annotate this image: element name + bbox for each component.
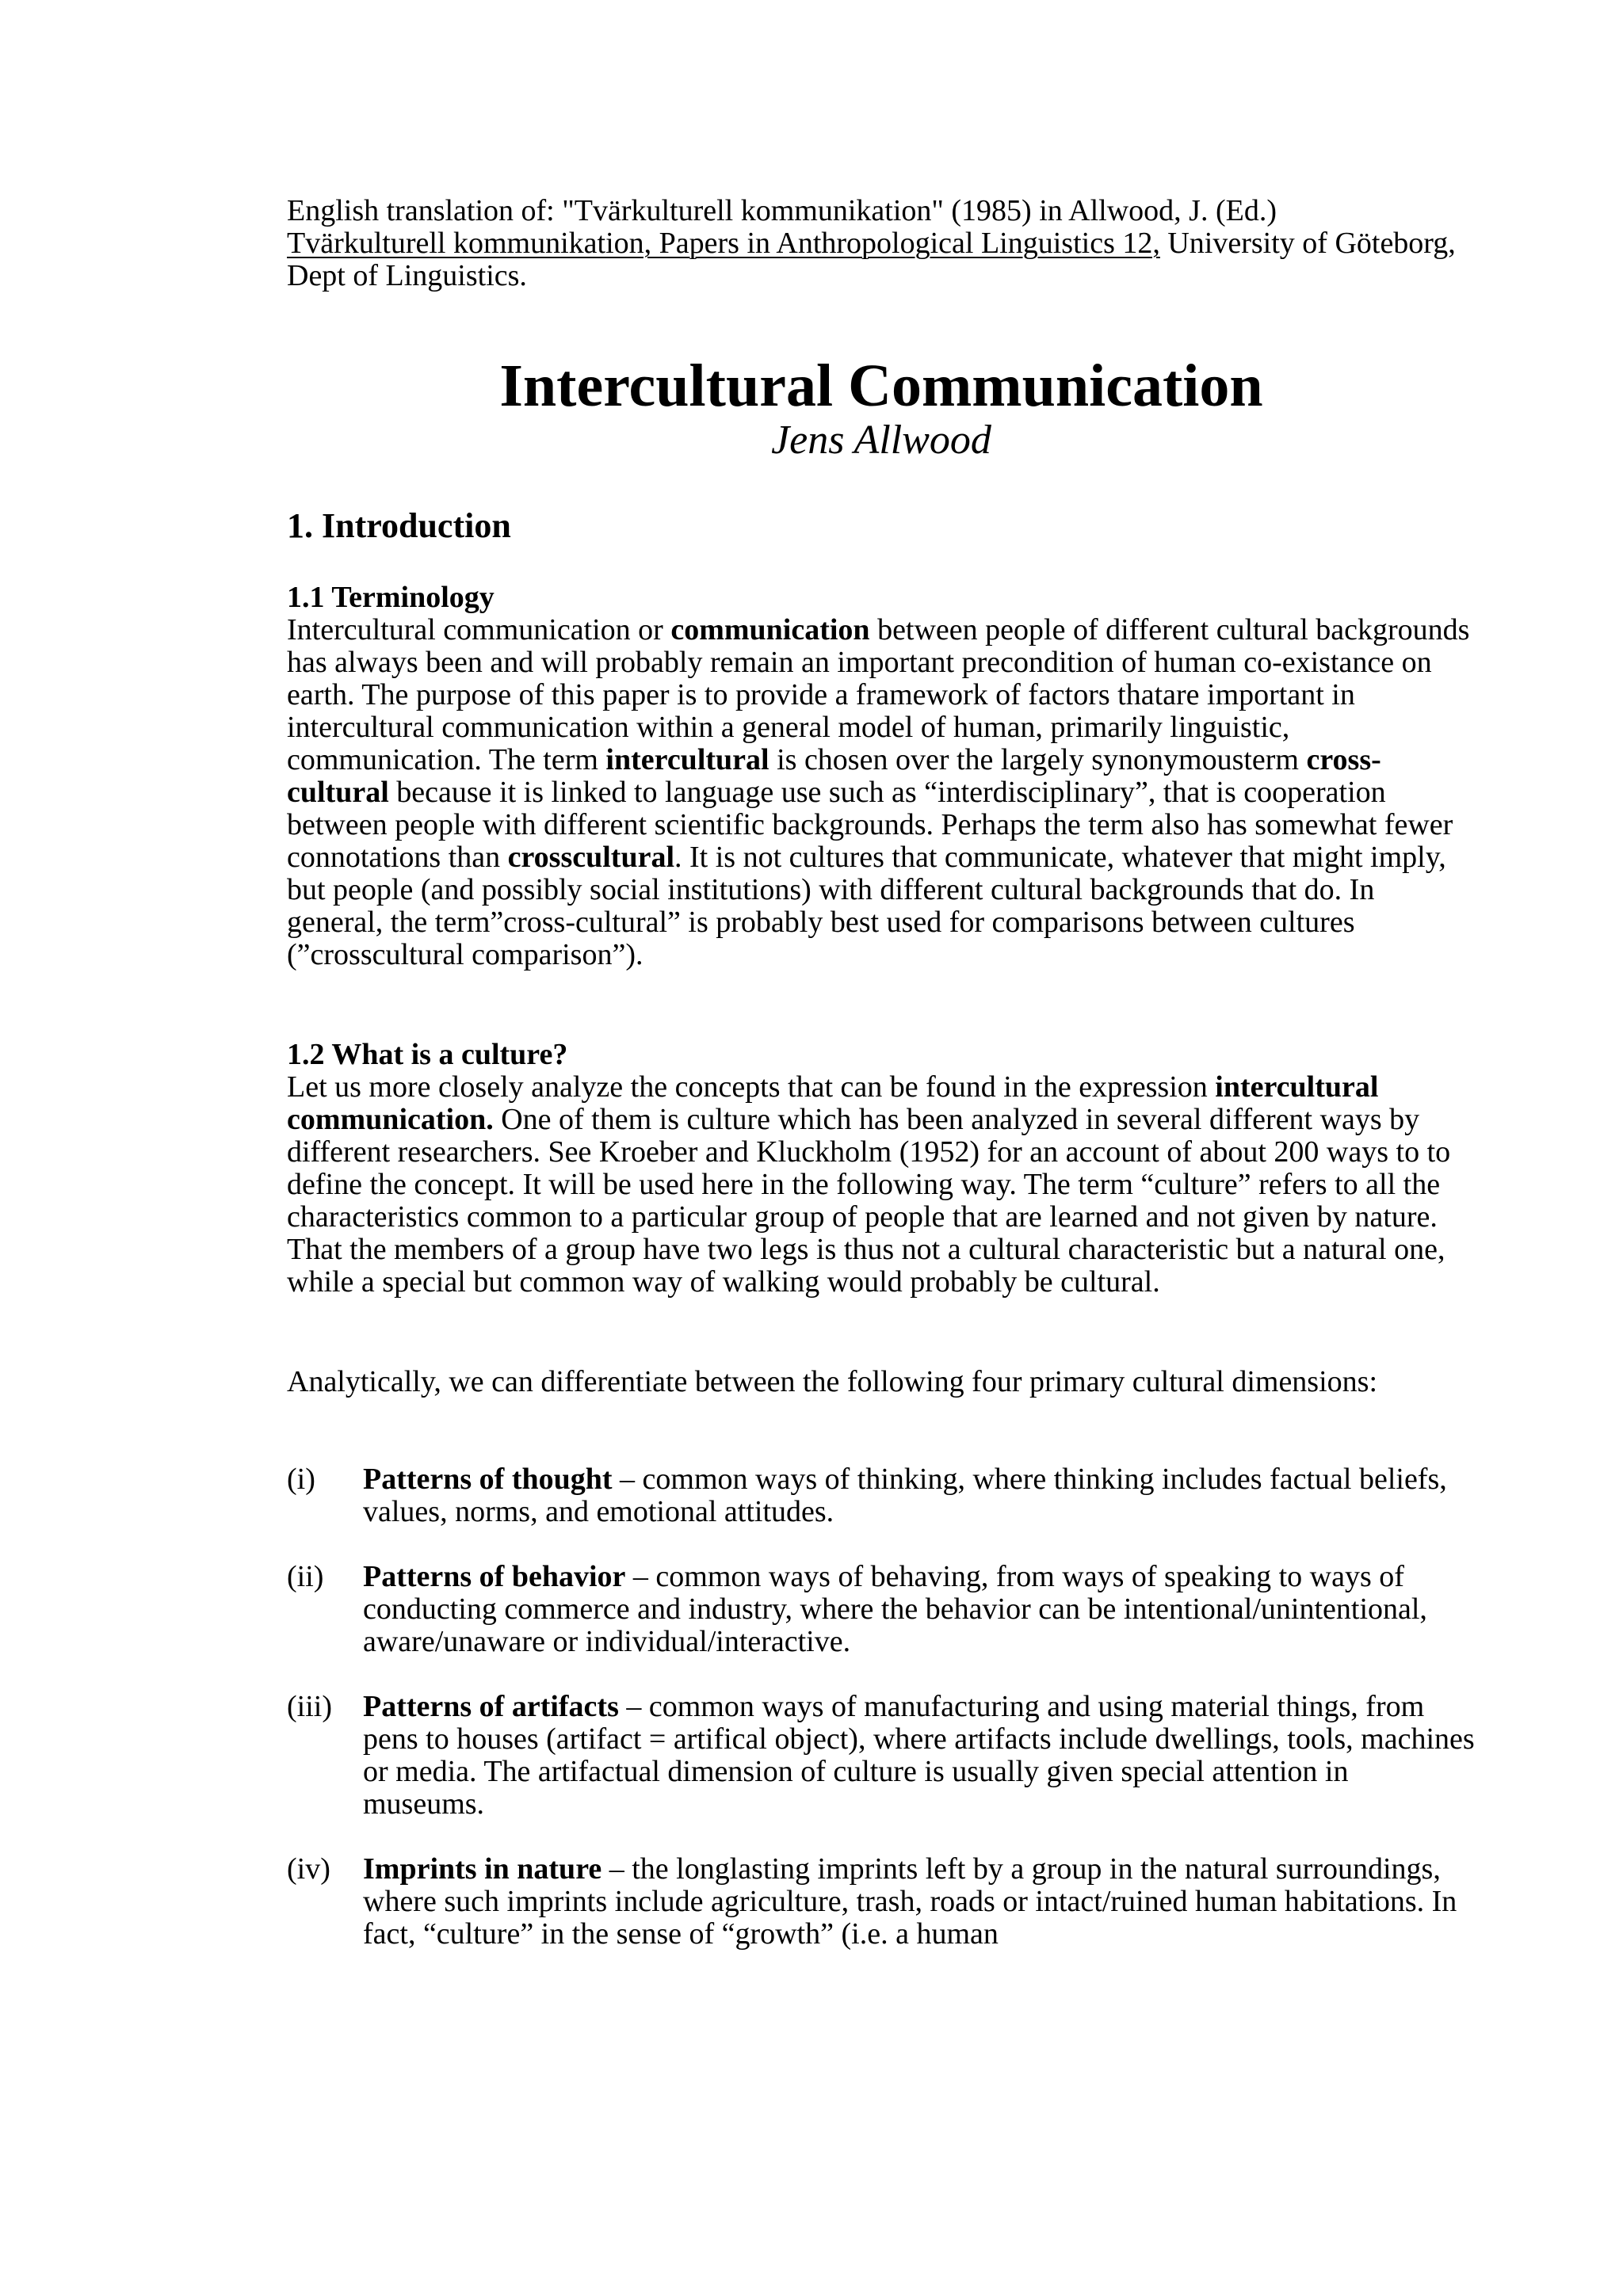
list-item-number: (iii) <box>287 1690 332 1723</box>
bold-term: communication <box>670 613 870 646</box>
list-item-text: – common ways of behaving, from ways of speaking to ways of conducting commerce and industry, where the behavior can be intentional/unintentional, aware/unaware or individual/interactive. <box>363 1560 1427 1658</box>
bold-term: intercultural communication. <box>287 1070 1379 1136</box>
paper-author: Jens Allwood <box>771 418 991 463</box>
cultural-dimensions-list <box>287 1463 1476 1983</box>
list-item-text: – common ways of manufacturing and using material things, from pens to houses (artifact = artifical object), where artifacts include dwellings, tools, machines or media. The artifactual dimension of culture is usually given special attention in museums. <box>363 1690 1475 1821</box>
list-item-term: Patterns of artifacts <box>363 1690 619 1723</box>
bold-term: crosscultural <box>507 841 675 874</box>
text-run: One of them is culture which has been analyzed in several different ways by different researchers. See Kroeber and Kluckholm (1952) for an account of about 200 ways to to define the concept. It will be used here in the following way. The term “culture” refers to all the characteristics common to a particular group of people that are learned and not given by nature. That the members of a group have two legs is thus not a cultural characteristic but a natural one, while a special but common way of walking would probably be cultural. <box>287 1103 1451 1299</box>
list-item <box>287 1463 1476 1528</box>
list-item <box>287 1853 1476 1951</box>
list-item-text: – common ways of thinking, where thinking includes factual beliefs, values, norms, and emotional attitudes. <box>363 1463 1447 1528</box>
text-run: between people of different cultural backgrounds has always been and will probably remain an important precondition of human co-existance on earth. The purpose of this paper is to provide a framework of factors thatare important in intercultural communication within a general model of human, primarily linguistic, communication. The term <box>287 613 1470 776</box>
list-item-term: Patterns of behavior <box>363 1560 626 1593</box>
source-note-publisher: University of Göteborg, Dept of Linguistics. <box>287 227 1456 292</box>
list-item <box>287 1691 1476 1821</box>
section-heading-introduction: 1. Introduction <box>287 506 511 545</box>
list-item-number: (ii) <box>287 1560 324 1593</box>
source-note-book-title: Tvärkulturell kommunikation, Papers in Anthropological Linguistics 12, <box>287 227 1160 260</box>
list-item-term: Patterns of thought <box>363 1463 613 1496</box>
bold-term: intercultural <box>605 743 769 776</box>
subsection-heading-terminology: 1.1 Terminology <box>287 581 495 614</box>
source-note <box>287 195 1476 292</box>
text-run: Intercultural communication or <box>287 613 671 646</box>
culture-paragraph <box>287 1071 1476 1299</box>
list-item <box>287 1561 1476 1658</box>
section-what-is-culture <box>287 1039 1476 1299</box>
text-run: because it is linked to language use such as “interdisciplinary”, that is cooperation between people with different scientific backgrounds. Perhaps the term also has somewhat fewer connotations than <box>287 776 1453 874</box>
list-item-term: Imprints in nature <box>363 1852 602 1886</box>
subsection-heading-culture: 1.2 What is a culture? <box>287 1038 568 1071</box>
list-item-number: (i) <box>287 1463 315 1496</box>
list-item-text: – the longlasting imprints left by a group in the natural surroundings, where such imprints include agriculture, trash, roads or intact/ruined human habitations. In fact, “culture” in the sense of “growth” (i.e. a human <box>363 1852 1457 1951</box>
text-run: Let us more closely analyze the concepts that can be found in the expression <box>287 1070 1216 1104</box>
analytic-intro: Analytically, we can differentiate between the following four primary cultural dimensions: <box>287 1365 1377 1398</box>
text-run: is chosen over the largely synonymousterm <box>769 743 1307 776</box>
paper-title: Intercultural Communication <box>499 353 1263 419</box>
source-note-text: English translation of: "Tvärkulturell kommunikation" (1985) in Allwood, J. (Ed.) <box>287 194 1277 227</box>
bold-term: cross-cultural <box>287 743 1381 809</box>
list-item-number: (iv) <box>287 1852 330 1886</box>
terminology-paragraph <box>287 614 1476 971</box>
text-run: . It is not cultures that communicate, whatever that might imply, but people (and possibly social institutions) with different cultural backgrounds that do. In general, the term”cross-cultural” is probably best used for comparisons between cultures (”crosscultural comparison”). <box>287 841 1446 971</box>
section-terminology <box>287 582 1476 971</box>
